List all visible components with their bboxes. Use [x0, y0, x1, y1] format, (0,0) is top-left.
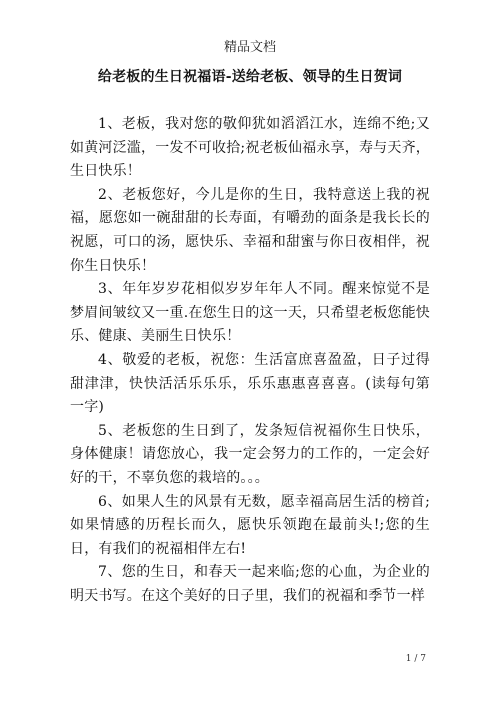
page-header: 精品文档: [223, 40, 276, 55]
paragraph-5: 5、老板您的生日到了，发条短信祝福你生日快乐，身体健康！请您放心，我一定会努力的工作的，一定会好好的干，不辜负您的栽培的。。。: [70, 422, 430, 486]
document-body: [70, 113, 430, 608]
page-number: 1 / 7: [405, 654, 426, 664]
paragraph-7: 7、您的生日，和春天一起来临;您的心血，为企业的明天书写。在这个美好的日子里，我们的祝福和季节一样: [70, 564, 430, 604]
paragraph-2: 2、老板您好，今儿是你的生日，我特意送上我的祝福，愿您如一碗甜甜的长寿面，有嚼劲的面条是我长长的祝愿，可口的汤，愿快乐、幸福和甜蜜与你日夜相伴，祝你生日快乐！: [70, 186, 430, 274]
document-title: 给老板的生日祝福语-送给老板、领导的生日贺词: [97, 69, 403, 85]
paragraph-6: 6、如果人生的风景有无数，愿幸福高居生活的榜首;如果情感的历程长而久，愿快乐领跑在最前头!;您的生日，有我们的祝福相伴左右!: [70, 493, 430, 557]
paragraph-3: 3、年年岁岁花相似岁岁年年人不同。醒来惊觉不是梦眉间皱纹又一重.在您生日的这一天，只希望老板您能快乐、健康、美丽生日快乐！: [70, 281, 430, 345]
paragraph-1: 1、老板，我对您的敬仰犹如滔滔江水，连绵不绝;又如黄河泛滥，一发不可收拾;祝老板仙福永享，寿与天齐，生日快乐！: [70, 116, 430, 180]
paragraph-4: 4、敬爱的老板，祝您：生活富庶喜盈盈，日子过得甜津津，快快活活乐乐乐，乐乐惠惠喜喜喜。(读每句第一字): [70, 351, 430, 416]
